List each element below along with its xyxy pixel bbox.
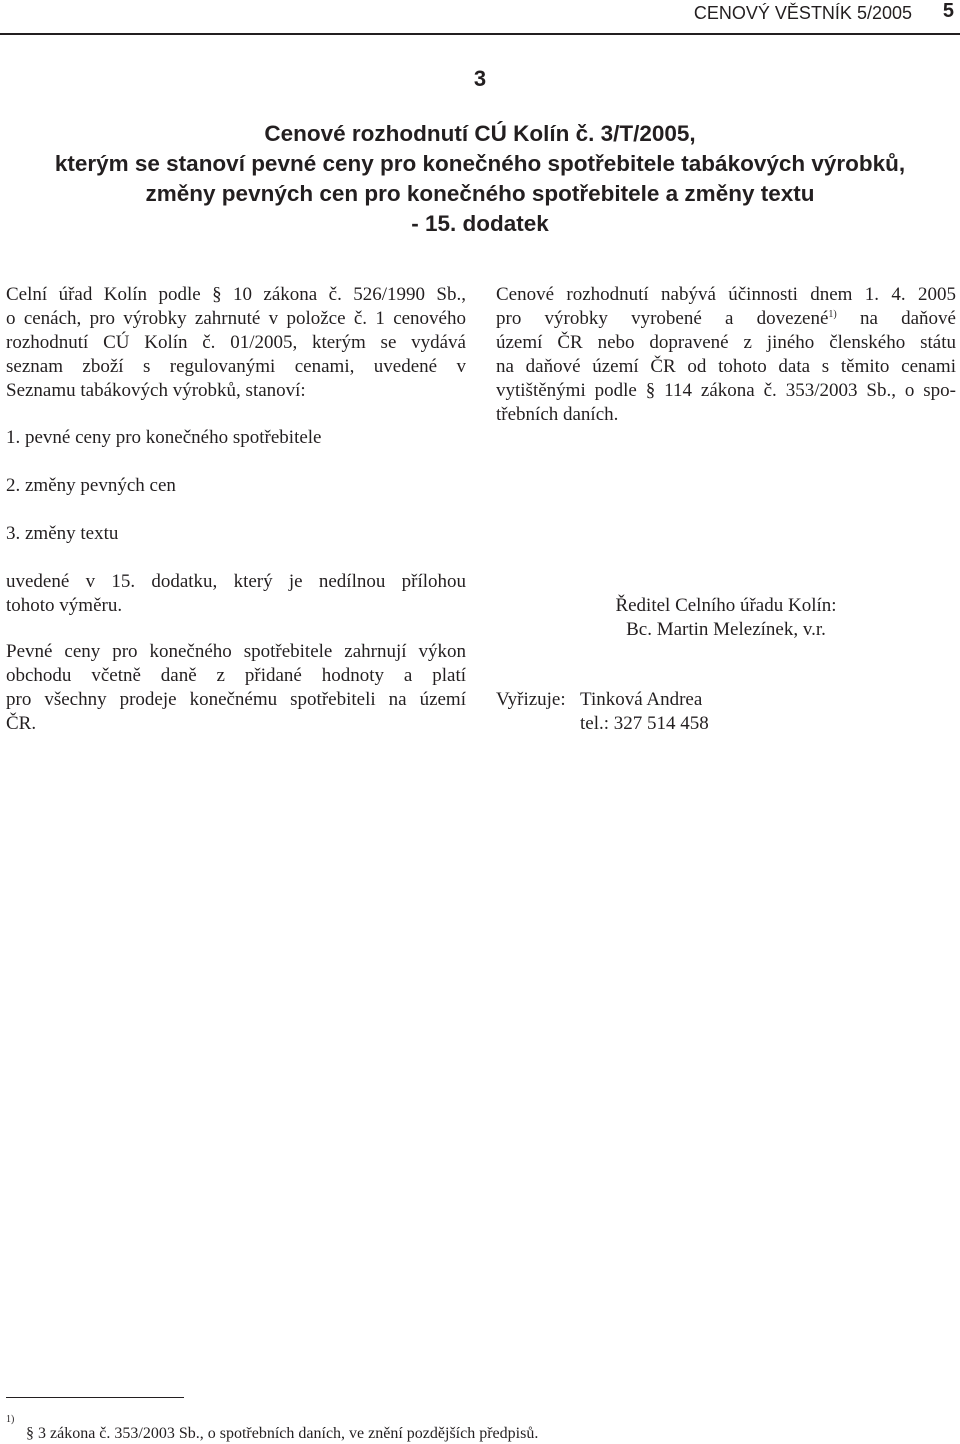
appendix-line: uvedené v 15. dodatku, který je nedílnou přílohou xyxy=(6,571,466,592)
effect-line: Cenové rozhodnutí nabývá účinnosti dnem 1. 4. 2005 xyxy=(496,284,956,305)
list-item-fixed-prices: 1. pevné ceny pro konečného spotřebitele xyxy=(6,427,322,448)
director-title: Ředitel Celního úřadu Kolín: xyxy=(615,595,837,616)
handled-by-phone: tel.: 327 514 458 xyxy=(580,713,709,734)
prices-line: ČR. xyxy=(6,713,37,734)
journal-title: CENOVÝ VĚSTNÍK 5/2005 xyxy=(693,3,912,23)
effect-line: území ČR nebo dopravené z jiného členského státu xyxy=(496,332,956,353)
page-number: 5 xyxy=(942,0,954,22)
decision-number: 3 xyxy=(473,66,487,91)
intro-line: Celní úřad Kolín podle § 10 zákona č. 526/1990 Sb., xyxy=(6,284,466,305)
prices-line: obchodu včetně daně z přidané hodnoty a platí xyxy=(6,665,466,686)
effect-text: pro výrobky vyrobené a dovezené xyxy=(496,308,829,329)
intro-line: Seznamu tabákových výrobků, stanoví: xyxy=(6,380,306,401)
handled-by-label: Vyřizuje: xyxy=(496,689,566,710)
header-rule xyxy=(0,33,960,35)
title-line: kterým se stanoví pevné ceny pro konečného spotřebitele tabákových výrobků, xyxy=(54,151,906,176)
appendix-line: tohoto výměru. xyxy=(6,595,123,616)
handled-by-name: Tinková Andrea xyxy=(580,689,703,710)
title-line: změny pevných cen pro konečného spotřebitele a změny textu xyxy=(145,181,815,206)
list-item-text-changes: 3. změny textu xyxy=(6,523,119,544)
footnote-ref: 1) xyxy=(828,309,837,320)
effect-text: na daňové xyxy=(836,308,956,329)
intro-line: seznam zboží s regulovanými cenami, uvedené v xyxy=(6,356,466,377)
document-title xyxy=(0,119,960,239)
footnote-mark: 1) xyxy=(6,1414,15,1425)
intro-line: o cenách, pro výrobky zahrnuté v položce č. 1 cenového xyxy=(6,308,466,329)
list-item-price-changes: 2. změny pevných cen xyxy=(6,475,176,496)
effect-line: na daňové území ČR od tohoto data s těmito cenami xyxy=(496,356,956,377)
effect-line: třebních daních. xyxy=(496,404,619,425)
prices-line: pro všechny prodeje konečnému spotřebiteli na území xyxy=(6,689,466,710)
effect-line xyxy=(496,307,956,331)
prices-line: Pevné ceny pro konečného spotřebitele zahrnují výkon xyxy=(6,641,466,662)
title-line: - 15. dodatek xyxy=(411,211,549,236)
effect-line: vytištěnými podle § 114 zákona č. 353/2003 Sb., o spo- xyxy=(496,380,956,401)
footnote-text: § 3 zákona č. 353/2003 Sb., o spotřebních daních, ve znění pozdějších předpisů. xyxy=(26,1425,539,1442)
footnote-rule xyxy=(6,1397,184,1398)
title-line: Cenové rozhodnutí CÚ Kolín č. 3/T/2005, xyxy=(264,121,696,146)
director-name: Bc. Martin Melezínek, v.r. xyxy=(626,619,826,640)
intro-line: rozhodnutí CÚ Kolín č. 01/2005, kterým se vydává xyxy=(6,332,466,353)
